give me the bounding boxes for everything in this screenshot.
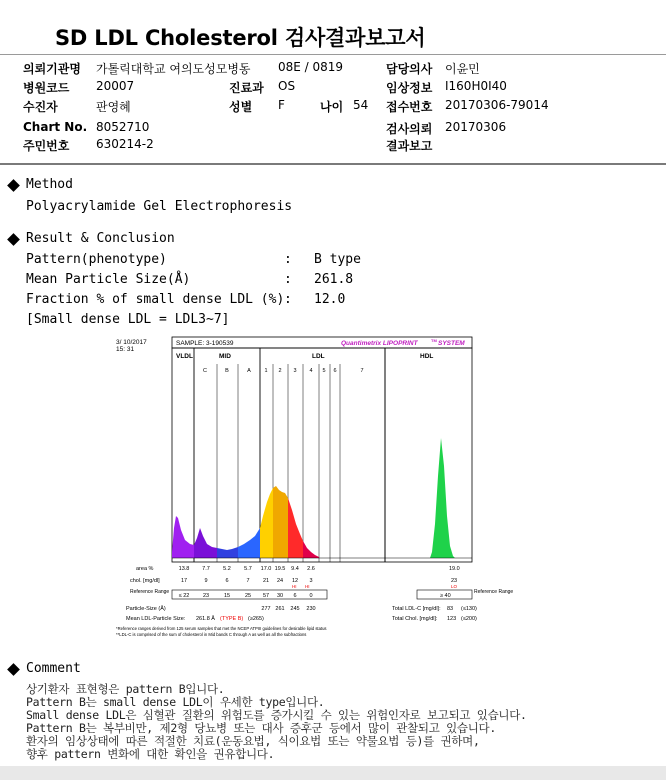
result-value: 12.0 — [314, 292, 346, 307]
result-heading: Result & Conclusion — [26, 231, 175, 246]
footnote-1: *Reference ranges derived from 125 serum samples that met the NCEP ATPIII guidelines for desirable lipid status — [116, 626, 327, 631]
dept-label: 진료과 — [229, 81, 264, 95]
chart-time: 15: 31 — [116, 346, 135, 353]
vldl-label: VLDL — [176, 353, 193, 360]
method-text: Polyacrylamide Gel Electrophoresis — [26, 199, 293, 214]
bullet-icon — [7, 233, 20, 246]
total-ldl-value: 83 — [447, 606, 454, 612]
chol-label: chol. [mg/dl] — [130, 578, 160, 584]
total-chol-ref: (≤200) — [461, 616, 477, 622]
hdl-label: HDL — [420, 353, 434, 360]
org-label: 의뢰기관명 — [23, 62, 81, 76]
particle-size-label: Particle-Size (Å) — [126, 606, 166, 612]
patient-label: 수진자 — [23, 100, 58, 114]
ref-label-right: Reference Range — [474, 589, 514, 595]
ldl-label: LDL — [312, 353, 325, 360]
sex-label: 성별 — [229, 100, 253, 114]
chol-value: 17 — [180, 578, 188, 584]
footnote-2: **LDL-C is comprised of the sum of cholesterol in Mid bands C through A as well as all the subfractions — [116, 632, 307, 637]
ldl2-fill — [273, 486, 288, 558]
result-label: Mean Particle Size(Å) — [26, 272, 191, 287]
ref-value: 15 — [223, 593, 231, 599]
particle-size-value: 261 — [275, 606, 285, 612]
result-label: Pattern(phenotype) — [26, 252, 167, 267]
particle-size-value: 277 — [261, 606, 271, 612]
comment-line: 향후 pattern 변화에 대한 확인을 권유합니다. — [26, 747, 275, 761]
lipoprint-chart — [112, 334, 514, 640]
ldl-band-label: 6 — [333, 368, 337, 374]
ssn-value: 630214-2 — [96, 137, 154, 151]
total-ldl-ref: (≤130) — [461, 606, 477, 612]
result-colon: : — [284, 252, 292, 267]
comment-line: Pattern B는 small dense LDL이 우세한 type입니다. — [26, 695, 325, 709]
doctor-value: 이윤민 — [445, 62, 480, 76]
chart-date: 3/ 10/2017 — [116, 339, 147, 346]
area-value: 17.0 — [260, 566, 272, 572]
mean-size-label: Mean LDL-Particle Size: — [126, 616, 186, 622]
mean-size-type: (TYPE B) — [220, 616, 244, 622]
ref-value: 57 — [262, 593, 270, 599]
area-value: 7.7 — [202, 566, 210, 572]
dept-value: OS — [278, 79, 296, 93]
ldl-band-label: 3 — [293, 368, 297, 374]
total-chol-value: 123 — [447, 616, 457, 622]
area-value: 2.6 — [307, 566, 315, 572]
receipt-label: 접수번호 — [386, 100, 433, 114]
ward-value: 08E / 0819 — [278, 60, 344, 74]
clinical-label: 임상정보 — [386, 81, 433, 95]
chol-value: 7 — [246, 578, 250, 584]
sex-value: F — [278, 98, 285, 112]
mid-label: MID — [219, 353, 231, 360]
result-value: 261.8 — [314, 272, 354, 287]
result-colon: : — [284, 272, 292, 287]
report-title: SD LDL Cholesterol 검사결과보고서 — [55, 26, 426, 50]
mean-size-value: 261.8 Å — [196, 616, 215, 622]
chol-value: 3 — [309, 578, 313, 584]
chol-value: 9 — [204, 578, 208, 584]
ref-value: 6 — [293, 593, 297, 599]
page-footer-bar — [0, 766, 666, 780]
total-chol-label: Total Chol. [mg/dl]: — [392, 616, 438, 622]
lipoprint-svg — [112, 334, 514, 640]
hi-flag: HI — [305, 584, 310, 589]
report-date-label: 결과보고 — [386, 139, 433, 153]
chol-value: 21 — [262, 578, 270, 584]
total-ldl-label: Total LDL-C [mg/dl]: — [392, 606, 441, 612]
mid-band-label: A — [247, 368, 251, 374]
reqdate-value: 20170306 — [445, 120, 507, 134]
hospcode-label: 병원코드 — [23, 81, 70, 95]
result-note: [Small dense LDL = LDL3~7] — [26, 312, 230, 327]
ldl-band-label: 7 — [360, 368, 364, 374]
chart-sample: SAMPLE: 3-190539 — [176, 340, 234, 347]
ref-value: 25 — [244, 593, 252, 599]
chol-value: 6 — [225, 578, 229, 584]
chol-value: 24 — [276, 578, 284, 584]
divider-top — [0, 54, 666, 55]
ldl-band-label: 4 — [309, 368, 313, 374]
ldl-band-label: 2 — [278, 368, 282, 374]
comment-line: Pattern B는 복부비만, 제2형 당뇨병 또는 대사 증후군 등에서 많이 관찰되고 있습니다. — [26, 721, 496, 735]
ref-value: 23 — [202, 593, 210, 599]
ref-value: 30 — [276, 593, 284, 599]
chart-brand-tm: TM — [431, 338, 437, 343]
area-value: 5.7 — [244, 566, 252, 572]
comment-line: 환자의 임상상태에 따른 적절한 치료(운동요법, 식이요법 또는 약물요법 등)를 권하며, — [26, 734, 480, 748]
ref-value: ≤ 22 — [178, 593, 190, 599]
ref-value: 0 — [309, 593, 313, 599]
ldl-band-label: 5 — [322, 368, 326, 374]
mid-band-label: C — [203, 368, 207, 374]
chart-no-value: 8052710 — [96, 120, 150, 134]
area-value: 13.8 — [178, 566, 190, 572]
area-value: 19.5 — [274, 566, 286, 572]
chart-brand: Quantimetrix LIPOPRINT — [341, 340, 418, 347]
hi-flag: HI — [292, 584, 297, 589]
chol-value: 12 — [291, 578, 299, 584]
clinical-value: I160H0I40 — [445, 79, 507, 93]
patient-value: 판영혜 — [96, 100, 131, 114]
comment-line: Small dense LDL은 심혈관 질환의 위험도를 증가시킬 수 있는 위험인자로 보고되고 있습니다. — [26, 708, 527, 722]
bullet-icon — [7, 663, 20, 676]
ref-label: Reference Range — [130, 589, 170, 595]
comment-line: 상기환자 표현형은 pattern B입니다. — [26, 682, 225, 696]
particle-size-value: 230 — [306, 606, 316, 612]
area-label: area % — [136, 566, 154, 572]
age-label: 나이 — [320, 100, 344, 114]
comment-heading: Comment — [26, 661, 81, 676]
org-value: 가톨릭대학교 여의도성모병동 — [96, 62, 251, 76]
age-value: 54 — [353, 98, 369, 112]
reqdate-label: 검사의뢰 — [386, 122, 433, 136]
receipt-value: 20170306-79014 — [445, 98, 549, 112]
bullet-icon — [7, 179, 20, 192]
area-value: 9.4 — [291, 566, 299, 572]
ldl-band-label: 1 — [264, 368, 268, 374]
ref-hdl: ≥ 40 — [440, 593, 451, 599]
area-value: 5.2 — [223, 566, 231, 572]
ssn-label: 주민번호 — [23, 139, 70, 153]
chol-hdl: 23 — [451, 578, 458, 584]
mid-band-label: B — [225, 368, 229, 374]
chart-brand-suffix: SYSTEM — [438, 340, 465, 347]
result-value: B type — [314, 252, 361, 267]
particle-size-value: 245 — [290, 606, 300, 612]
result-colon: : — [284, 292, 292, 307]
chart-no-label: Chart No. — [23, 120, 88, 134]
mean-size-ref: (≥265) — [248, 616, 264, 622]
area-hdl: 19.0 — [449, 566, 460, 572]
lo-flag: LO — [451, 584, 458, 589]
method-heading: Method — [26, 177, 73, 192]
hospcode-value: 20007 — [96, 79, 135, 93]
doctor-label: 담당의사 — [386, 62, 433, 76]
divider-header — [0, 163, 666, 165]
result-label: Fraction % of small dense LDL (%) — [26, 292, 285, 307]
